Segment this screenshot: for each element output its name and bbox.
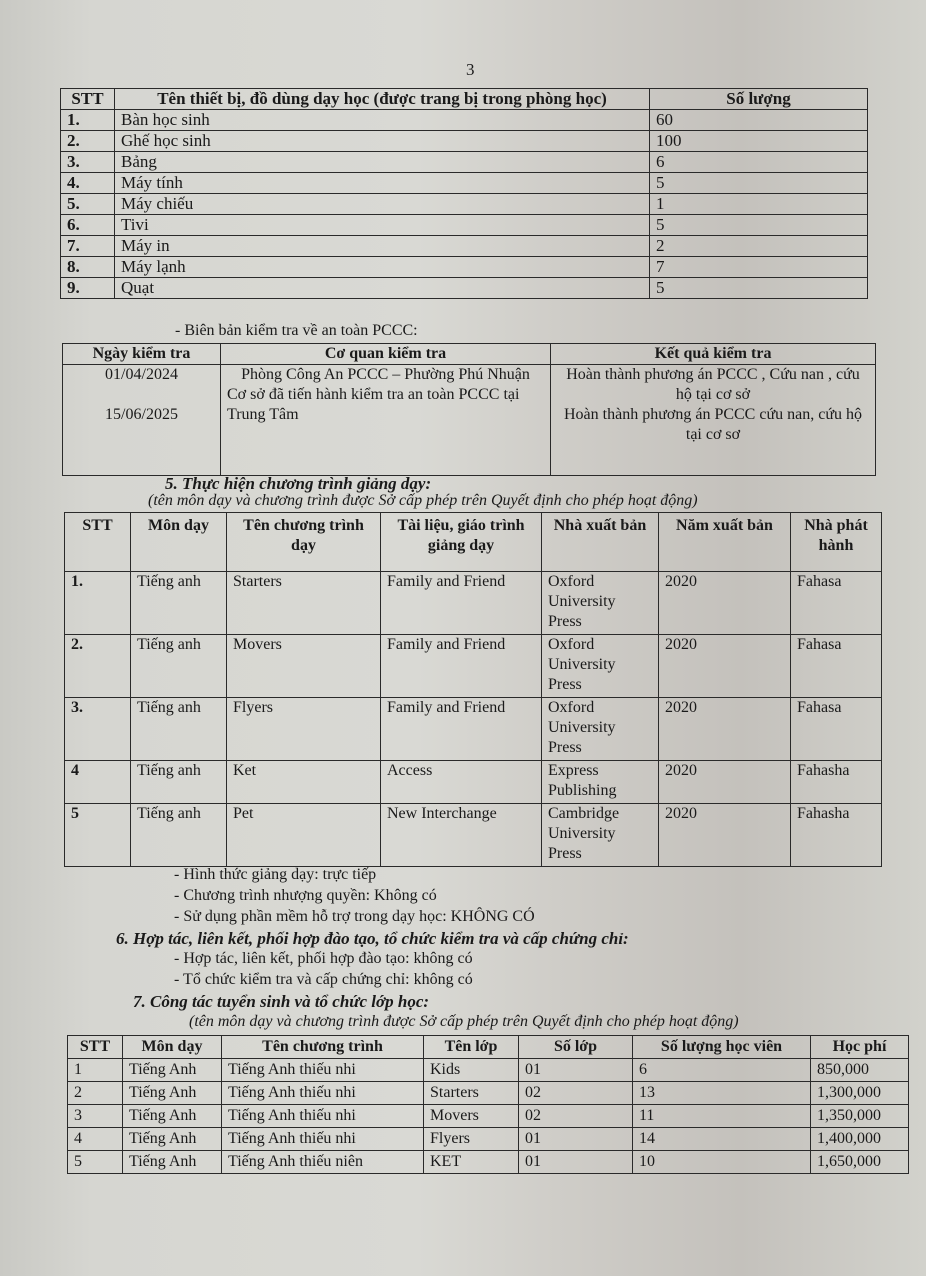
pccc-result: Hoàn thành phương án PCCC cứu nan, cứu hộ tại cơ sơ (564, 406, 862, 443)
row-number: 5 (65, 804, 131, 867)
row-number: 1 (68, 1059, 123, 1082)
equipment-quantity: 1 (650, 194, 868, 215)
subject: Tiếng Anh (123, 1059, 222, 1082)
subject: Tiếng Anh (123, 1151, 222, 1174)
bullet-cooperation: - Hợp tác, liên kết, phối hợp đào tạo: không có (174, 950, 473, 967)
student-count: 10 (633, 1151, 811, 1174)
row-number: 4. (61, 173, 115, 194)
row-number: 5 (68, 1151, 123, 1174)
subject: Tiếng anh (131, 698, 227, 761)
publication-year: 2020 (659, 635, 791, 698)
row-number: 1. (61, 110, 115, 131)
pccc-date: 01/04/2024 (105, 366, 178, 383)
section-5-note: (tên môn dạy và chương trình được Sở cấp phép trên Quyết định cho phép hoạt động) (148, 492, 698, 509)
num-classes: 01 (519, 1151, 633, 1174)
table-row (61, 278, 868, 299)
table-row (63, 365, 876, 476)
table-row (61, 236, 868, 257)
col-header-stt: STT (68, 1036, 123, 1059)
distributor: Fahasa (791, 572, 882, 635)
col-header-stt: STT (65, 513, 131, 572)
equipment-name: Ghế học sinh (115, 131, 650, 152)
equipment-quantity: 2 (650, 236, 868, 257)
class-name: KET (424, 1151, 519, 1174)
teaching-material: Family and Friend (381, 698, 542, 761)
table-row (61, 110, 868, 131)
teaching-material: Access (381, 761, 542, 804)
table-row (68, 1151, 909, 1174)
table-header-row (61, 89, 868, 110)
program-name: Movers (227, 635, 381, 698)
program-name: Tiếng Anh thiếu nhi (222, 1128, 424, 1151)
col-header-result: Kết quả kiểm tra (551, 344, 876, 365)
row-number: 4 (68, 1128, 123, 1151)
num-classes: 02 (519, 1105, 633, 1128)
publisher: Oxford University Press (542, 635, 659, 698)
enrollment-table (67, 1035, 909, 1174)
subject: Tiếng Anh (123, 1105, 222, 1128)
row-number: 6. (61, 215, 115, 236)
table-row (61, 257, 868, 278)
publisher: Oxford University Press (542, 698, 659, 761)
teaching-material: New Interchange (381, 804, 542, 867)
distributor: Fahasa (791, 698, 882, 761)
subject: Tiếng Anh (123, 1128, 222, 1151)
program-name: Tiếng Anh thiếu nhi (222, 1105, 424, 1128)
col-header-fee: Học phí (811, 1036, 909, 1059)
col-header-material: Tài liệu, giáo trình giảng dạy (381, 513, 542, 572)
pccc-date: 15/06/2025 (105, 406, 178, 423)
teaching-material: Family and Friend (381, 572, 542, 635)
row-number: 2 (68, 1082, 123, 1105)
col-header-class-name: Tên lớp (424, 1036, 519, 1059)
publication-year: 2020 (659, 572, 791, 635)
num-classes: 02 (519, 1082, 633, 1105)
col-header-date: Ngày kiểm tra (63, 344, 221, 365)
subject: Tiếng anh (131, 635, 227, 698)
equipment-table (60, 88, 868, 299)
tuition-fee: 1,300,000 (811, 1082, 909, 1105)
publication-year: 2020 (659, 698, 791, 761)
class-name: Flyers (424, 1128, 519, 1151)
table-header-row (68, 1036, 909, 1059)
row-number: 7. (61, 236, 115, 257)
col-header-quantity: Số lượng (650, 89, 868, 110)
row-number: 2. (65, 635, 131, 698)
row-number: 3. (61, 152, 115, 173)
equipment-quantity: 100 (650, 131, 868, 152)
table-row (61, 152, 868, 173)
program-name: Tiếng Anh thiếu niên (222, 1151, 424, 1174)
student-count: 13 (633, 1082, 811, 1105)
col-header-program: Tên chương trình (222, 1036, 424, 1059)
table-header-row (63, 344, 876, 365)
col-header-distributor: Nhà phát hành (791, 513, 882, 572)
equipment-name: Bảng (115, 152, 650, 173)
section-7-note: (tên môn dạy và chương trình được Sở cấp phép trên Quyết định cho phép hoạt động) (189, 1013, 739, 1030)
subject: Tiếng Anh (123, 1082, 222, 1105)
pccc-results-cell (551, 365, 876, 476)
table-row (68, 1059, 909, 1082)
class-name: Kids (424, 1059, 519, 1082)
student-count: 14 (633, 1128, 811, 1151)
subject: Tiếng anh (131, 572, 227, 635)
col-header-program: Tên chương trình dạy (227, 513, 381, 572)
equipment-name: Máy chiếu (115, 194, 650, 215)
publisher: Express Publishing (542, 761, 659, 804)
bullet-software: - Sử dụng phần mềm hỗ trợ trong dạy học: KHÔNG CÓ (174, 908, 535, 925)
pccc-agencies-cell (221, 365, 551, 476)
pccc-agency: Cơ sở đã tiến hành kiểm tra an toàn PCCC tại Trung Tâm (227, 386, 520, 423)
tuition-fee: 1,400,000 (811, 1128, 909, 1151)
equipment-name: Máy in (115, 236, 650, 257)
num-classes: 01 (519, 1059, 633, 1082)
equipment-quantity: 5 (650, 173, 868, 194)
col-header-subject: Môn dạy (131, 513, 227, 572)
section-5-title: 5. Thực hiện chương trình giảng dạy: (165, 474, 432, 493)
bullet-certification: - Tổ chức kiểm tra và cấp chứng chỉ: không có (174, 971, 473, 988)
row-number: 3 (68, 1105, 123, 1128)
col-header-num-classes: Số lớp (519, 1036, 633, 1059)
publisher: Oxford University Press (542, 572, 659, 635)
program-name: Tiếng Anh thiếu nhi (222, 1059, 424, 1082)
tuition-fee: 850,000 (811, 1059, 909, 1082)
student-count: 11 (633, 1105, 811, 1128)
table-row (65, 761, 882, 804)
equipment-quantity: 7 (650, 257, 868, 278)
row-number: 5. (61, 194, 115, 215)
distributor: Fahasha (791, 761, 882, 804)
pccc-result: Hoàn thành phương án PCCC , Cứu nan , cứu hộ tại cơ sở (566, 366, 860, 403)
program-name: Starters (227, 572, 381, 635)
table-row (61, 131, 868, 152)
table-row (65, 572, 882, 635)
section-6-title: 6. Hợp tác, liên kết, phối hợp đào tạo, tổ chức kiểm tra và cấp chứng chỉ: (116, 929, 629, 948)
table-row (65, 698, 882, 761)
program-name: Flyers (227, 698, 381, 761)
table-row (61, 173, 868, 194)
col-header-subject: Môn dạy (123, 1036, 222, 1059)
col-header-students: Số lượng học viên (633, 1036, 811, 1059)
publication-year: 2020 (659, 761, 791, 804)
equipment-name: Bàn học sinh (115, 110, 650, 131)
subject: Tiếng anh (131, 804, 227, 867)
row-number: 1. (65, 572, 131, 635)
distributor: Fahasha (791, 804, 882, 867)
distributor: Fahasa (791, 635, 882, 698)
table-row (68, 1082, 909, 1105)
tuition-fee: 1,350,000 (811, 1105, 909, 1128)
row-number: 3. (65, 698, 131, 761)
row-number: 8. (61, 257, 115, 278)
col-header-publisher: Nhà xuất bản (542, 513, 659, 572)
equipment-name: Máy lạnh (115, 257, 650, 278)
bullet-teaching-form: - Hình thức giảng dạy: trực tiếp (174, 866, 377, 883)
equipment-quantity: 6 (650, 152, 868, 173)
publication-year: 2020 (659, 804, 791, 867)
section-7-title: 7. Công tác tuyển sinh và tổ chức lớp học: (133, 992, 430, 1011)
table-row (68, 1128, 909, 1151)
page-number: 3 (466, 60, 475, 79)
pccc-inspection-table (62, 343, 876, 476)
col-header-year: Năm xuất bản (659, 513, 791, 572)
equipment-quantity: 5 (650, 215, 868, 236)
pccc-agency: Phòng Công An PCCC – Phường Phú Nhuận (241, 366, 530, 383)
row-number: 4 (65, 761, 131, 804)
program-name: Ket (227, 761, 381, 804)
row-number: 2. (61, 131, 115, 152)
equipment-name: Máy tính (115, 173, 650, 194)
tuition-fee: 1,650,000 (811, 1151, 909, 1174)
table-row (61, 215, 868, 236)
table-row (65, 635, 882, 698)
bullet-franchise: - Chương trình nhượng quyền: Không có (174, 887, 437, 904)
class-name: Starters (424, 1082, 519, 1105)
student-count: 6 (633, 1059, 811, 1082)
publisher: Cambridge University Press (542, 804, 659, 867)
col-header-stt: STT (61, 89, 115, 110)
equipment-quantity: 5 (650, 278, 868, 299)
table-header-row (65, 513, 882, 572)
num-classes: 01 (519, 1128, 633, 1151)
class-name: Movers (424, 1105, 519, 1128)
program-name: Pet (227, 804, 381, 867)
equipment-name: Quạt (115, 278, 650, 299)
col-header-agency: Cơ quan kiểm tra (221, 344, 551, 365)
pccc-label: - Biên bản kiểm tra về an toàn PCCC: (175, 322, 418, 339)
program-name: Tiếng Anh thiếu nhi (222, 1082, 424, 1105)
col-header-equipment-name: Tên thiết bị, đồ dùng dạy học (được trang bị trong phòng học) (115, 89, 650, 110)
equipment-quantity: 60 (650, 110, 868, 131)
pccc-dates-cell (63, 365, 221, 476)
subject: Tiếng anh (131, 761, 227, 804)
table-row (65, 804, 882, 867)
table-row (61, 194, 868, 215)
table-row (68, 1105, 909, 1128)
teaching-material: Family and Friend (381, 635, 542, 698)
equipment-name: Tivi (115, 215, 650, 236)
teaching-program-table (64, 512, 882, 867)
row-number: 9. (61, 278, 115, 299)
